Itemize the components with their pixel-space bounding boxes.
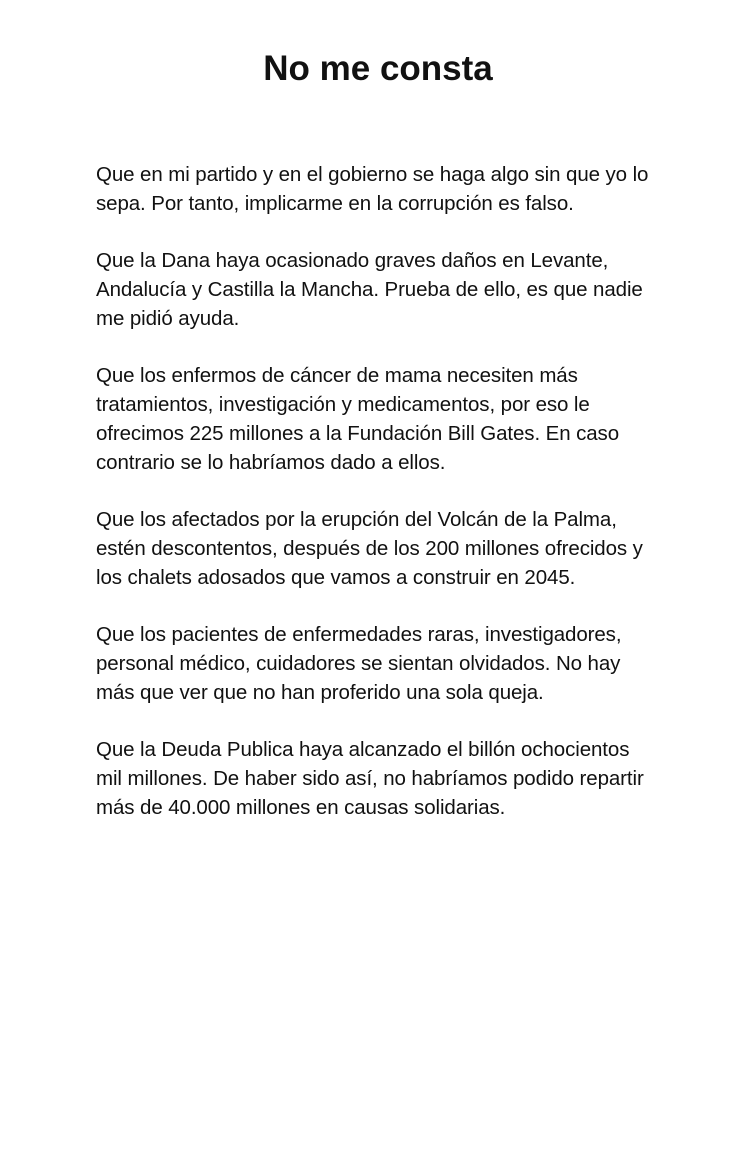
document-body <box>96 160 711 850</box>
paragraph-dana: Que la Dana haya ocasionado graves daños en Levante, Andalucía y Castilla la Mancha. Prueba de ello, es que nadie me pidió ayuda. <box>96 249 643 330</box>
paragraph-cancer: Que los enfermos de cáncer de mama necesiten más tratamientos, investigación y medicamentos, por eso le ofrecimos 225 millones a la Fundación Bill Gates. En caso contrario se lo habríamos dado a ellos. <box>96 364 620 474</box>
paragraph-partido: Que en mi partido y en el gobierno se haga algo sin que yo lo sepa. Por tanto, implicarme en la corrupción es falso. <box>96 163 649 215</box>
paragraph-enfermedades-raras: Que los pacientes de enfermedades raras, investigadores, personal médico, cuidadores se sientan olvidados. No hay más que ver que no han proferido una sola queja. <box>96 623 622 704</box>
paragraph-deuda-publica: Que la Deuda Publica haya alcanzado el billón ochocientos mil millones. De haber sido así, no habríamos podido repartir más de 40.000 millones en causas solidarias. <box>96 738 644 819</box>
paragraph-volcan: Que los afectados por la erupción del Volcán de la Palma, estén descontentos, después de los 200 millones ofrecidos y los chalets adosados que vamos a construir en 2045. <box>96 508 643 589</box>
page-title: No me consta <box>263 49 493 88</box>
